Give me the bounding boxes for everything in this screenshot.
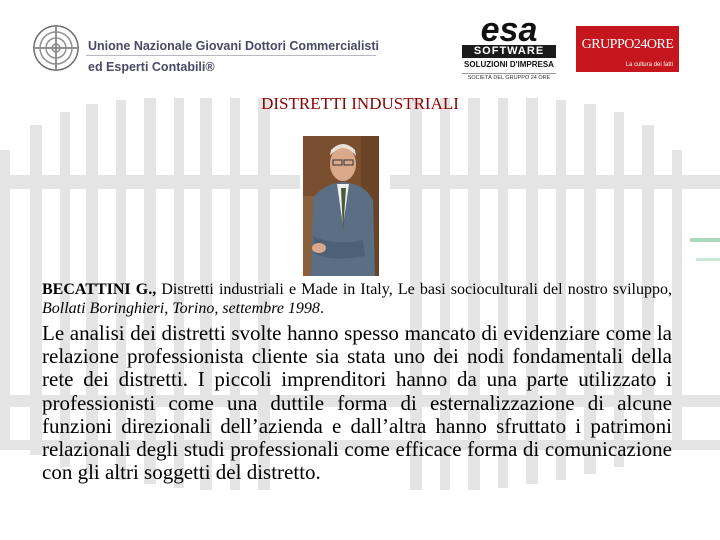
gruppo-tagline: La cultura dei fatti bbox=[625, 62, 673, 68]
reference-publisher: Bollati Boringhieri, Torino, settembre 1998 bbox=[42, 300, 320, 317]
esa-software-logo bbox=[462, 14, 556, 82]
organization-name bbox=[88, 36, 379, 78]
organization-name-line1: Unione Nazionale Giovani Dottori Commercialisti bbox=[88, 39, 380, 53]
esa-software-label: SOFTWARE bbox=[462, 45, 556, 58]
reference-work: Distretti industriali e Made in Italy, Le basi socioculturali del nostro sviluppo, bbox=[156, 281, 672, 298]
reference-end: . bbox=[319, 300, 324, 317]
body-paragraph: Le analisi dei distretti svolte hanno spesso mancato di evidenziare come la relazione professionista cliente sia stata uno dei nodi fondamentali della rete dei distretti. I piccoli imprenditori hanno da una parte utilizzato i professionisti come una duttile forma di esternalizzazione di alcune funzioni direzionali dell’azienda e dall’altra hanno sfruttato i patrimoni relazionali degli studi professionali come efficace forma di comunicazione con gli altri soggetti del distretto. bbox=[42, 321, 672, 485]
esa-wordmark bbox=[462, 14, 556, 44]
header-divider bbox=[86, 55, 376, 56]
bibliographic-reference bbox=[42, 280, 672, 318]
slide-title: DISTRETTI INDUSTRIALI bbox=[261, 94, 459, 113]
gruppo-24-ore-logo bbox=[576, 26, 679, 72]
portrait-photo bbox=[303, 136, 379, 276]
reference-author: BECATTINI G., bbox=[42, 281, 157, 298]
gruppo-name: GRUPPO24ORE bbox=[581, 37, 674, 52]
esa-tagline: SOLUZIONI D'IMPRESA bbox=[464, 60, 554, 69]
esa-group-label: SOCIETÀ DEL GRUPPO 24 ORE bbox=[462, 73, 556, 81]
svg-text:esa: esa bbox=[480, 14, 538, 44]
organization-name-line2: ed Esperti Contabili® bbox=[88, 60, 215, 74]
